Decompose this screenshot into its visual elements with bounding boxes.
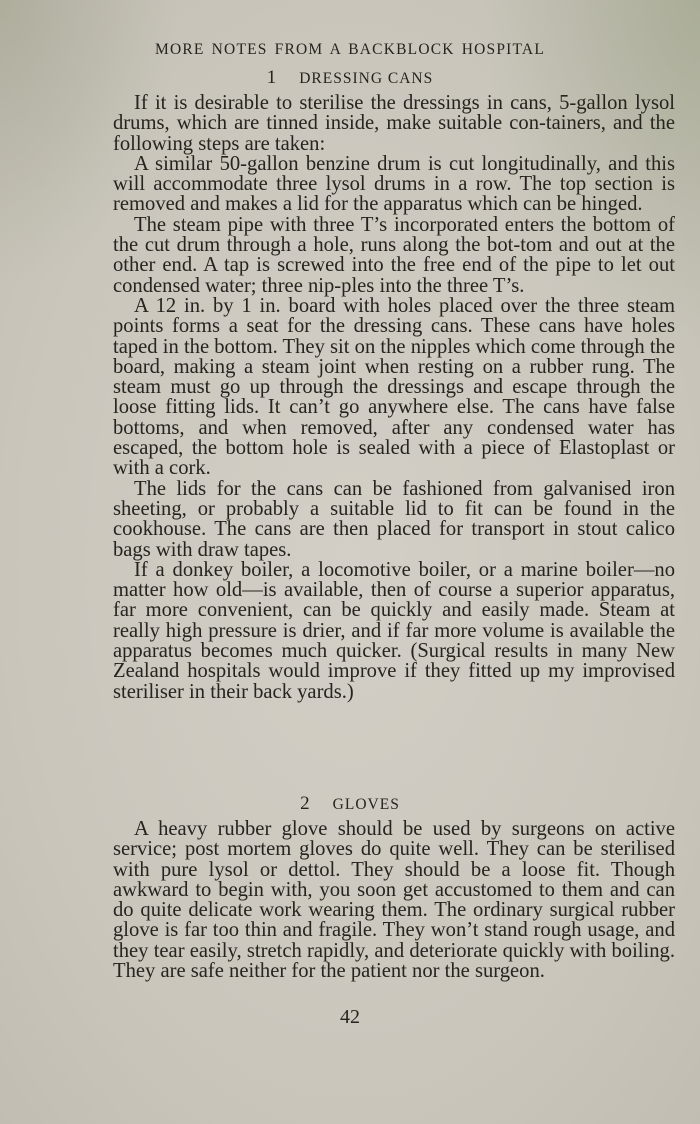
- section-heading: [0, 67, 700, 89]
- section-body: [113, 819, 675, 981]
- paragraph: The lids for the cans can be fashioned from galvanised iron sheeting, or probably a suitable lid to fit can be found in the cookhouse. The cans are then placed for transport in stout calico bags with draw tapes.: [113, 477, 675, 561]
- paragraph: A heavy rubber glove should be used by surgeons on active service; post mortem gloves do quite well. They can be sterilised with pure lysol or dettol. They should be a loose fit. Though awkward to begin with, you soon get accustomed to them and can do quite delicate work wearing them. The ordinary surgical rubber glove is far too thin and fragile. They won’t stand rough usage, and they tear easily, stretch rapidly, and deteriorate quickly with boiling. They are safe neither for the patient nor the surgeon.: [113, 818, 675, 983]
- paragraph: A 12 in. by 1 in. board with holes placed over the three steam points forms a seat for the dressing cans. These cans have holes taped in the bottom. They sit on the nipples which come through the board, making a steam joint when resting on a rubber rung. The steam must go up through the dressings and escape through the loose fitting lids. It can’t go anywhere else. The cans have false bottoms, and when removed, after any condensed water has escaped, the bottom hole is sealed with a piece of Elastoplast or with a cork.: [113, 294, 675, 480]
- page-number: 42: [340, 1006, 360, 1028]
- section-number: 2: [300, 793, 311, 814]
- paragraph: If a donkey boiler, a locomotive boiler, or a marine boiler—no matter how old—is available, then of course a superior apparatus, far more convenient, can be quickly and easily made. Steam at really high pressure is drier, and if far more volume is available the apparatus becomes much quicker. (Surgical results in many New Zealand hospitals would improve if they fitted up my improvised steriliser in their back yards.): [113, 558, 675, 703]
- paragraph: A similar 50-gallon benzine drum is cut longitudinally, and this will accommodate three lysol drums in a row. The top section is removed and makes a lid for the apparatus which can be hinged.: [113, 152, 675, 216]
- paragraph: If it is desirable to sterilise the dressings in cans, 5-gallon lysol drums, which are tinned inside, make suitable con-tainers, and the following steps are taken:: [113, 92, 675, 155]
- paragraph: The steam pipe with three T’s incorporated enters the bottom of the cut drum through a hole, runs along the bot-tom and out at the other end. A tap is screwed into the free end of the pipe to let out condensed water; three nip-ples into the three T’s.: [113, 213, 675, 297]
- section-body: [113, 93, 675, 702]
- section-title: DRESSING CANS: [299, 70, 434, 87]
- running-head: MORE NOTES FROM A BACKBLOCK HOSPITAL: [155, 41, 545, 58]
- section-title: GLOVES: [332, 796, 400, 813]
- section-heading: [0, 793, 700, 815]
- section-number: 1: [266, 67, 278, 88]
